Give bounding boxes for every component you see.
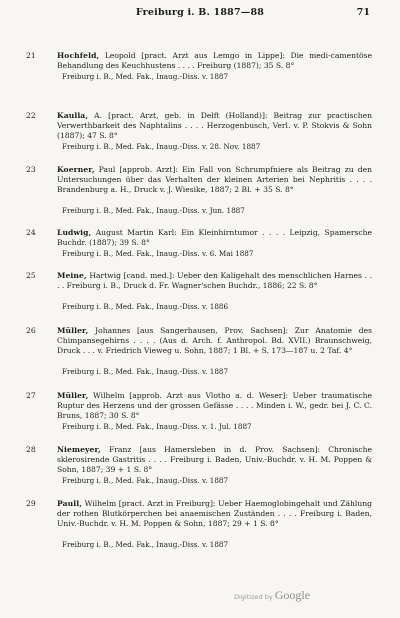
- citation-text: Paul [approb. Arzt]: Ein Fall von Schrumpfniere als Beitrag zu den Untersuchungen über das Verhalten der kleinen Arterien bei Nephritis . . . . Brandenburg a. H., Druck v. J. Wiesike, 1887; 2 Bl. + 35 S. 8°: [57, 165, 372, 194]
- watermark-prefix: Digitized by: [234, 593, 273, 601]
- author-name: Meine,: [57, 271, 87, 280]
- entry-number: 26: [26, 326, 36, 335]
- author-name: Koerner,: [57, 165, 95, 174]
- citation-text: Leopold [pract. Arzt aus Lemgo in Lippe]: Die medi-camentöse Behandlung des Keuchhustens . . . . Freiburg (1887); 35 S. 8°: [57, 51, 372, 70]
- entry-number: 24: [26, 228, 36, 237]
- citation-text: Hartwig [cand. med.]: Ueber den Kaligehalt des menschlichen Harnes . . . . Freiburg i. B., Druck d. Fr. Wagner'schen Buchdr., 1886; 22 S. 8°: [57, 271, 372, 290]
- dissertation-note: Freiburg i. B., Med. Fak., Inaug.-Diss. v. 1887: [62, 72, 229, 81]
- dissertation-note: Freiburg i. B., Med. Fak., Inaug.-Diss. v. 6. Mai 1887: [62, 249, 254, 258]
- dissertation-note: Freiburg i. B., Med. Fak., Inaug.-Diss. v. 1887: [62, 367, 229, 376]
- entry-number: 28: [26, 445, 36, 454]
- entry-number: 22: [26, 111, 36, 120]
- entry-citation: [57, 326, 372, 356]
- dissertation-note: Freiburg i. B., Med. Fak., Inaug.-Diss. v. 1886: [62, 302, 229, 311]
- dissertation-note: Freiburg i. B., Med. Fak., Inaug.-Diss. v. 1. Jul. 1887: [62, 422, 252, 431]
- dissertation-note: Freiburg i. B., Med. Fak., Inaug.-Diss. v. Jun. 1887: [62, 206, 245, 215]
- entry-number: 23: [26, 165, 36, 174]
- dissertation-note: Freiburg i. B., Med. Fak., Inaug.-Diss. v. 1887: [62, 540, 229, 549]
- author-name: Kaulla,: [57, 111, 89, 120]
- author-name: Müller,: [57, 391, 89, 400]
- entry-citation: [57, 228, 372, 248]
- entry-number: 29: [26, 499, 36, 508]
- entry-citation: [57, 391, 372, 421]
- entry-citation: [57, 499, 372, 529]
- entry-number: 21: [26, 51, 36, 60]
- author-name: Niemeyer,: [57, 445, 101, 454]
- entry-citation: [57, 271, 372, 291]
- citation-text: Wilhelm [approb. Arzt aus Vlotho a. d. Weser]: Ueber traumatische Ruptur des Herzens und der grossen Gefässe . . . . Minden i. W., gedr. bei J. C. C. Bruns, 1887; 30 S. 8°: [57, 391, 372, 420]
- running-header: [0, 7, 400, 23]
- entry-citation: [57, 445, 372, 475]
- citation-text: Franz [aus Hamersleben in d. Prov. Sachsen]: Chronische sklerosirende Gastritis . . . . Freiburg i. Baden, Univ.-Buchdr. v. H. M. Poppen & Sohn, 1887; 39 + 1 S. 8°: [57, 445, 372, 474]
- dissertation-note: Freiburg i. B., Med. Fak., Inaug.-Diss. v. 28. Nov. 1887: [62, 142, 261, 151]
- entry-citation: [57, 51, 372, 71]
- author-name: Hochfeld,: [57, 51, 100, 60]
- google-logo: Google: [274, 588, 311, 602]
- page-number: 71: [356, 7, 370, 18]
- digitized-watermark: [234, 588, 310, 603]
- citation-text: August Martin Karl: Ein Kleinhirntumor . . . . Leipzig, Spamersche Buchdr. (1887); 39 S. 8°: [57, 228, 372, 247]
- citation-text: A. [pract. Arzt, geb. in Delft (Holland)]: Beitrag zur practischen Verwerthbarkeit des Naphtalins . . . . Herzogenbusch, Verl. v. P. Stokvis & Sohn (1887); 47 S. 8°: [57, 111, 372, 140]
- entry-citation: [57, 165, 372, 195]
- author-name: Müller,: [57, 326, 89, 335]
- citation-text: Johannes [aus Sangerhausen, Prov. Sachsen]: Zur Anatomie des Chimpansegehirns . . . . (Aus d. Arch. f. Anthropol. Bd. XVII.) Braunschweig, Druck . . . v. Friedrich Vieweg u. Sohn, 1887; 1 Bl. + S. 173—187 u. 2 Taf. 4°: [57, 326, 372, 355]
- dissertation-note: Freiburg i. B., Med. Fak., Inaug.-Diss. v. 1887: [62, 476, 229, 485]
- header-title: Freiburg i. B. 1887—88: [135, 7, 265, 18]
- entry-number: 25: [26, 271, 36, 280]
- author-name: Paull,: [57, 499, 82, 508]
- author-name: Ludwig,: [57, 228, 92, 237]
- entry-citation: [57, 111, 372, 141]
- entry-number: 27: [26, 391, 36, 400]
- citation-text: Wilhelm [pract. Arzt in Freiburg]: Ueber Haemoglobingehalt und Zählung der rothen Blutkörperchen bei anaemischen Zuständen . . . . Freiburg i. Baden, Univ.-Buchdr. v. H. M. Poppen & Sohn, 1887; 29 + 1 S. 8°: [57, 499, 372, 528]
